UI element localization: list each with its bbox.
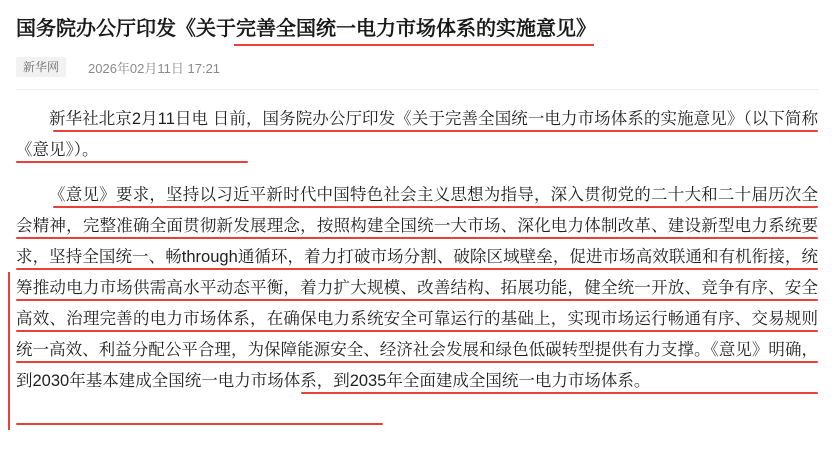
highlight-underline bbox=[16, 361, 818, 363]
highlight-underline bbox=[301, 392, 818, 394]
highlight-underline bbox=[16, 299, 818, 301]
meta-divider bbox=[16, 89, 818, 90]
article-body bbox=[16, 104, 818, 397]
publish-datetime: 2026年02月11日 17:21 bbox=[88, 60, 221, 76]
highlight-underline bbox=[16, 268, 818, 270]
article-meta bbox=[16, 57, 818, 77]
paragraph-1-text: 新华社北京2月11日电 日前，国务院办公厅印发《关于完善全国统一电力市场体系的实施意见》（以下简称《意见》）。 bbox=[16, 110, 818, 159]
page-title bbox=[16, 14, 596, 44]
source-badge[interactable]: 新华网 bbox=[16, 57, 66, 77]
highlight-underline bbox=[53, 206, 818, 208]
paragraph-2-text: 《意见》要求，坚持以习近平新时代中国特色社会主义思想为指导，深入贯彻党的二十大和二十届历次全会精神，完整准确全面贯彻新发展理念，按照构建全国统一大市场、深化电力体制改革、建设新型电力系统要求，坚持全国统一、畅through通循环，着力打破市场分割、破除区域壁垒，促进市场高效联通和有机衔接，统筹推动电力市场供需高水平动态平衡，着力扩大规模、改善结构、拓展功能，健全统一开放、竞争有序、安全高效、治理完善的电力市场体系，在确保电力系统安全可靠运行的基础上，实现市场运行畅通有序、交易规则统一高效、利益分配公平合理，为保障能源安全、经济社会发展和绿色低碳转型提供有力支撑。《意见》明确，到2030年基本建成全国统一电力市场体系，到2035年全面建成全国统一电力市场体系。 bbox=[16, 186, 818, 390]
headline-text: 国务院办公厅印发《关于完善全国统一电力市场体系的实施意见》 bbox=[16, 18, 596, 40]
highlight-underline bbox=[16, 423, 383, 425]
paragraph-2 bbox=[16, 180, 818, 397]
highlight-underline bbox=[16, 330, 818, 332]
highlight-underline bbox=[16, 161, 248, 163]
highlight-underline bbox=[53, 130, 818, 132]
highlight-left-bar bbox=[8, 272, 10, 430]
headline-highlight-underline bbox=[234, 44, 594, 46]
paragraph-1 bbox=[16, 104, 818, 166]
highlight-underline bbox=[16, 237, 818, 239]
